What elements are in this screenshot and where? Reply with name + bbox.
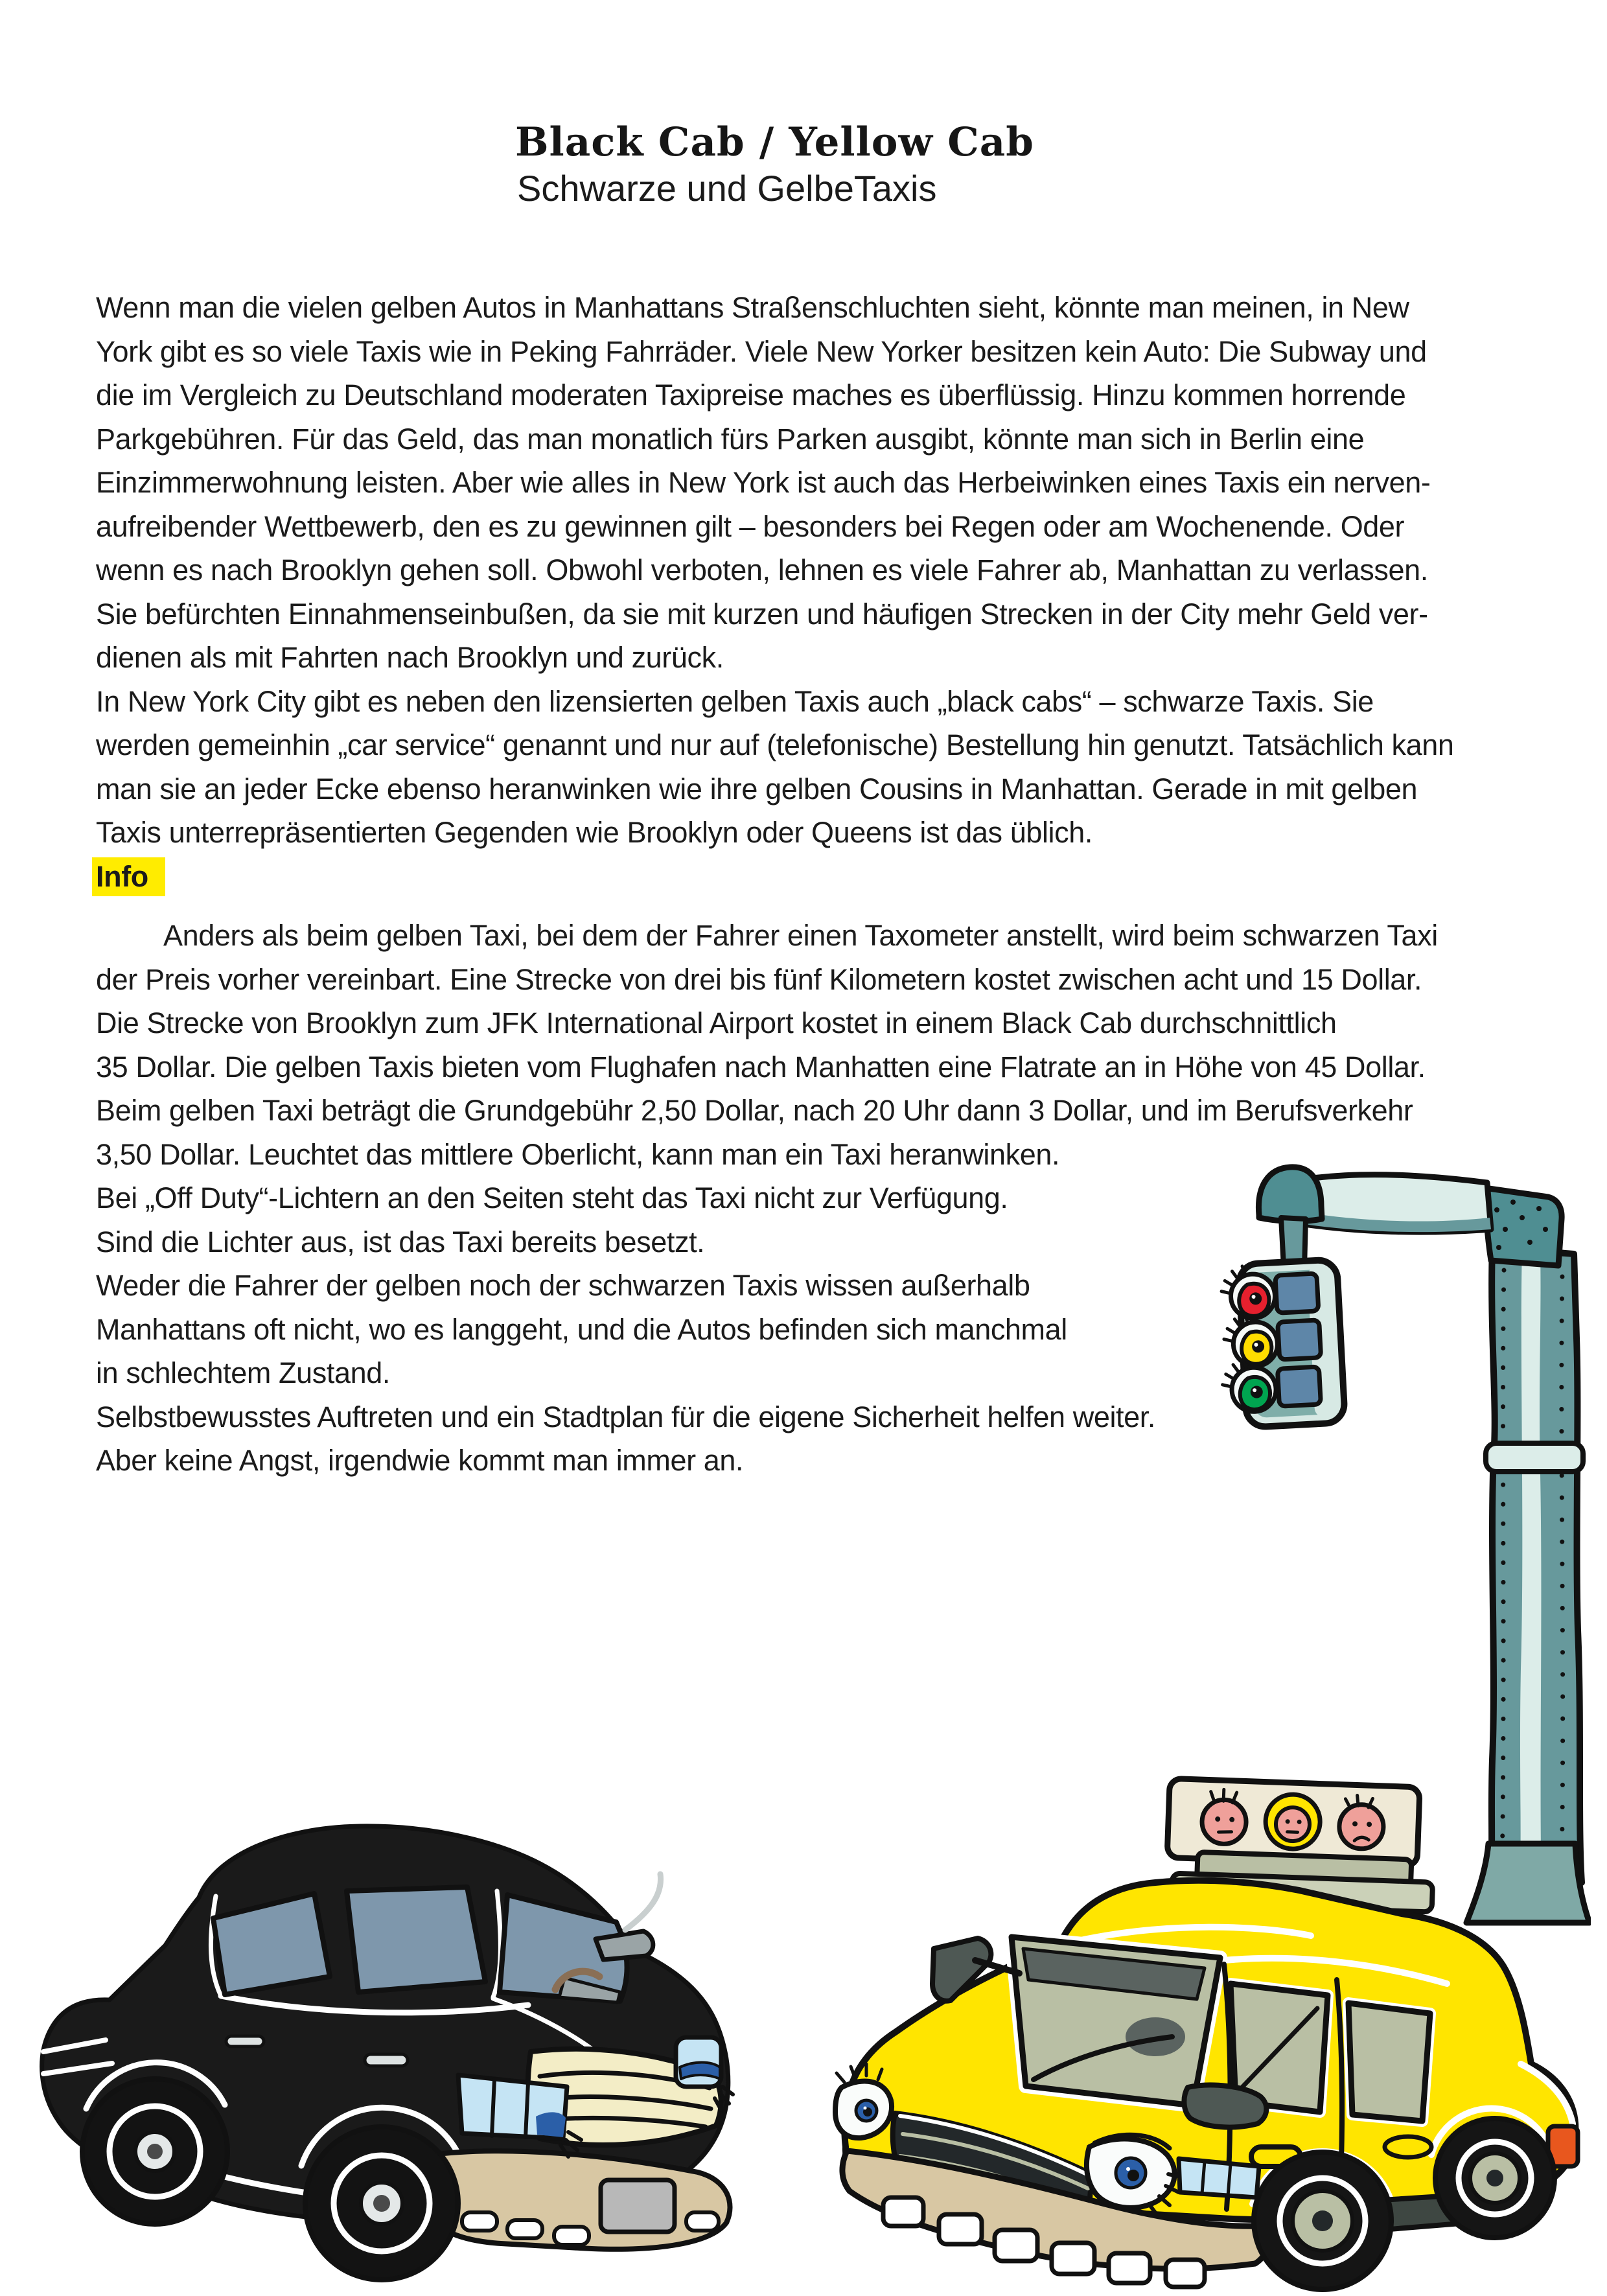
- text-line: Aber keine Angst, irgendwie kommt man immer an.: [96, 1444, 744, 1477]
- text-line: Selbstbewusstes Auftreten und ein Stadtplan für die eigene Sicherheit helfen weiter.: [96, 1400, 1155, 1433]
- paragraph-2: [96, 680, 1547, 855]
- text-line: Parkgebühren. Für das Geld, das man monatlich fürs Parken ausgibt, könnte man sich in Berlin eine: [96, 422, 1365, 456]
- text-line: 3,50 Dollar. Leuchtet das mittlere Oberlicht, kann man ein Taxi heranwinken.: [96, 1137, 1060, 1171]
- text-line: Bei „Off Duty“-Lichtern an den Seiten steht das Taxi nicht zur Verfügung.: [96, 1181, 1008, 1214]
- side-mirror: [595, 1931, 653, 1960]
- text-line: Weder die Fahrer der gelben noch der schwarzen Taxis wissen außerhalb: [96, 1269, 1030, 1302]
- text-line: In New York City gibt es neben den lizensierten gelben Taxis auch „black cabs“ – schwarze Taxis. Sie: [96, 684, 1374, 718]
- text-line: Einzimmerwohnung leisten. Aber wie alles in New York ist auch das Herbeiwinken eines Taxis ein nerven-: [96, 466, 1431, 499]
- front-wheel: [305, 2127, 458, 2280]
- text-line: Die Strecke von Brooklyn zum JFK International Airport kostet in einem Black Cab durchschnittlich: [96, 1006, 1337, 1039]
- yellow-cab-illustration: [805, 1727, 1607, 2296]
- page-subtitle: Schwarze und GelbeTaxis: [517, 168, 937, 209]
- passenger-faces: [1201, 1789, 1385, 1852]
- text-line: man sie an jeder Ecke ebenso heranwinken wie ihre gelben Cousins in Manhattan. Gerade in mit gelben: [96, 772, 1418, 806]
- text-line: Anders als beim gelben Taxi, bei dem der Fahrer einen Taxometer anstellt, wird beim schwarzen Taxi: [163, 919, 1438, 952]
- license-plate: [601, 2180, 675, 2232]
- text-line: Taxis unterrepräsentierten Gegenden wie Brooklyn oder Queens ist das üblich.: [96, 816, 1093, 849]
- text-line: wenn es nach Brooklyn gehen soll. Obwohl verboten, lehnen es viele Fahrer ab, Manhattan zu verlassen.: [96, 553, 1428, 586]
- text-line: dienen als mit Fahrten nach Brooklyn und zurück.: [96, 641, 724, 674]
- text-line: Beim gelben Taxi beträgt die Grundgebühr 2,50 Dollar, nach 20 Uhr dann 3 Dollar, und im Berufsverkehr: [96, 1094, 1413, 1127]
- text-line: der Preis vorher vereinbart. Eine Strecke von drei bis fünf Kilometern kostet zwischen acht und 15 Dollar.: [96, 962, 1422, 996]
- info-heading: [96, 855, 1547, 899]
- paragraph-1: [96, 286, 1547, 680]
- text-line: die im Vergleich zu Deutschland moderaten Taxipreise maches es überflüssig. Hinzu kommen horrende: [96, 378, 1406, 412]
- black-cab-illustration: [10, 1782, 752, 2294]
- door-mirror: [1184, 2085, 1266, 2127]
- signal-head: [1216, 1259, 1345, 1428]
- text-line: York gibt es so viele Taxis wie in Peking Fahrräder. Viele New Yorker besitzen kein Auto: Die Subway und: [96, 334, 1427, 368]
- text-line: Sind die Lichter aus, ist das Taxi bereits besetzt.: [96, 1225, 705, 1258]
- text-line: in schlechtem Zustand.: [96, 1356, 390, 1389]
- text-line: aufreibender Wettbewerb, den es zu gewinnen gilt – besonders bei Regen oder am Wochenende. Oder: [96, 509, 1405, 543]
- rear-wheel: [82, 2079, 227, 2224]
- text-line: 35 Dollar. Die gelben Taxis bieten vom Flughafen nach Manhatten eine Flatrate an in Höhe von 45 Dollar.: [96, 1050, 1426, 1084]
- text-line: werden gemeinhin „car service“ genannt und nur auf (telefonische) Bestellung hin genutzt. Tatsächlich kann: [96, 728, 1454, 761]
- text-line: Wenn man die vielen gelben Autos in Manhattans Straßenschluchten sieht, könnte man meinen, in New: [96, 291, 1409, 324]
- page-title: Black Cab / Yellow Cab: [515, 119, 1034, 165]
- text-line: Sie befürchten Einnahmenseinbußen, da sie mit kurzen und häufigen Strecken in der City mehr Geld ver-: [96, 597, 1428, 631]
- info-badge: Info: [92, 857, 165, 896]
- rear-wheel: [1435, 2118, 1555, 2238]
- text-line: Manhattans oft nicht, wo es langgeht, und die Autos befinden sich manchmal: [96, 1312, 1067, 1346]
- front-wheel: [1254, 2152, 1391, 2290]
